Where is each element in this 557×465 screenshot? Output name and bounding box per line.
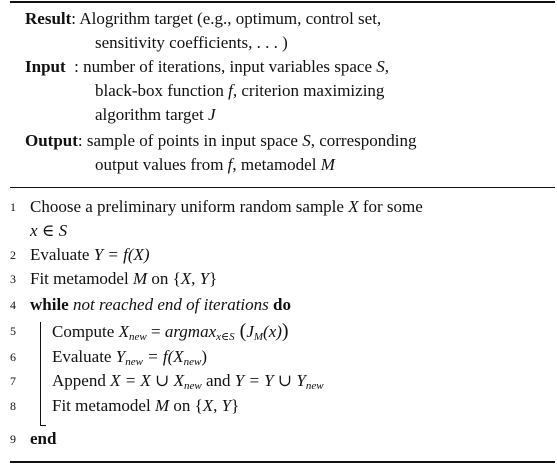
output-text-1b: , corresponding — [310, 131, 417, 150]
subscript: new — [128, 331, 147, 343]
result-text-2: sensitivity coefficients, . . . ) — [95, 33, 288, 52]
argmax: argmax — [164, 322, 217, 341]
input-text-1-end: , — [384, 57, 390, 76]
input-text-2a: black-box function — [95, 81, 229, 100]
subscript: new — [183, 356, 202, 368]
var-m: M — [132, 269, 148, 288]
output-var-m: M — [320, 155, 335, 174]
var-y: Y — [115, 347, 126, 366]
text: ∈ — [37, 221, 59, 240]
input-text-2b: , criterion maximizing — [232, 81, 385, 100]
line-6-text — [52, 345, 207, 369]
subscript: x∈S — [216, 331, 235, 343]
text: for some — [358, 197, 423, 216]
line-1-text — [30, 195, 423, 219]
line-number: 8 — [10, 399, 16, 413]
subscript: M — [253, 331, 264, 343]
keyword-end: end — [30, 429, 57, 448]
line-1-cont-text — [30, 219, 67, 243]
text: Choose a preliminary uniform random sample — [30, 197, 349, 216]
math-expression: (x) — [263, 322, 282, 341]
text: Evaluate — [30, 245, 94, 264]
subscript: new — [125, 356, 143, 368]
line-number: 1 — [10, 200, 16, 214]
result-label: Result — [25, 9, 72, 28]
output-text-2b: , metamodel — [232, 155, 321, 174]
output-var-s: S — [302, 131, 311, 150]
middle-rule — [10, 187, 555, 188]
text: on { — [169, 396, 203, 415]
loop-scope-tick — [40, 425, 46, 426]
bottom-rule — [10, 461, 555, 463]
var-x: X — [180, 269, 192, 288]
output-text-1a: : sample of points in input space — [77, 131, 303, 150]
paren-open: ( — [234, 320, 247, 342]
line-number: 5 — [10, 324, 16, 338]
var-j: J — [246, 322, 254, 341]
result-line-1 — [25, 8, 381, 30]
text: on { — [147, 269, 181, 288]
output-line-2 — [95, 154, 335, 176]
math-expression: Y = Y ∪ Y — [234, 371, 306, 390]
text: Append — [52, 371, 111, 390]
text: , — [191, 269, 200, 288]
paren-close: ) — [281, 320, 289, 342]
output-line-1 — [25, 130, 416, 152]
text: = — [146, 322, 165, 341]
line-5-text — [52, 319, 289, 344]
line-3-text — [30, 267, 217, 291]
text: Fit metamodel — [52, 396, 155, 415]
input-text-3a: algorithm target — [95, 105, 208, 124]
keyword-do: do — [273, 295, 291, 314]
math-expression: Y = f(X) — [93, 245, 150, 264]
text: ) — [201, 347, 208, 366]
text: Fit metamodel — [30, 269, 133, 288]
math-expression: = f(X — [142, 347, 184, 366]
input-var-f: f — [228, 81, 233, 100]
line-number: 4 — [10, 298, 16, 312]
var-x: X — [348, 197, 359, 216]
line-4-text — [30, 293, 291, 317]
line-8-text — [52, 394, 239, 418]
result-text-1: : Alogrithm target (e.g., optimum, control set, — [71, 9, 382, 28]
keyword-while: while — [30, 295, 69, 314]
var-x: X — [118, 322, 129, 341]
loop-scope-bar — [40, 322, 41, 426]
top-rule — [10, 1, 555, 3]
text: Compute — [52, 322, 119, 341]
var-y: Y — [199, 269, 210, 288]
input-line-2 — [95, 80, 384, 102]
line-number: 6 — [10, 350, 16, 364]
line-number: 9 — [10, 432, 16, 446]
var-y: Y — [221, 396, 232, 415]
var-m: M — [154, 396, 170, 415]
result-line-2 — [95, 32, 288, 54]
output-var-f: f — [227, 155, 233, 174]
input-var-j: J — [208, 105, 216, 124]
input-label: Input — [25, 57, 66, 76]
loop-condition: not reached end of iterations — [68, 295, 274, 314]
text: } — [209, 269, 218, 288]
input-line-1 — [25, 56, 389, 78]
input-var-s: S — [376, 57, 385, 76]
line-7-text — [52, 369, 324, 393]
output-label: Output — [25, 131, 78, 150]
input-text-1: : number of iterations, input variables space — [65, 57, 377, 76]
subscript: new — [183, 380, 202, 392]
var-x: X — [202, 396, 214, 415]
line-number: 2 — [10, 248, 16, 262]
line-2-text — [30, 243, 150, 267]
text: } — [231, 396, 240, 415]
input-line-3 — [95, 104, 216, 126]
text: , — [213, 396, 222, 415]
line-number: 3 — [10, 272, 16, 286]
text: and — [201, 371, 235, 390]
text: Evaluate — [52, 347, 116, 366]
var-s: S — [58, 221, 68, 240]
var-x: x — [30, 221, 38, 240]
math-expression: X = X ∪ X — [110, 371, 184, 390]
line-number: 7 — [10, 374, 16, 388]
output-text-2a: output values from — [95, 155, 228, 174]
subscript: new — [305, 380, 324, 392]
